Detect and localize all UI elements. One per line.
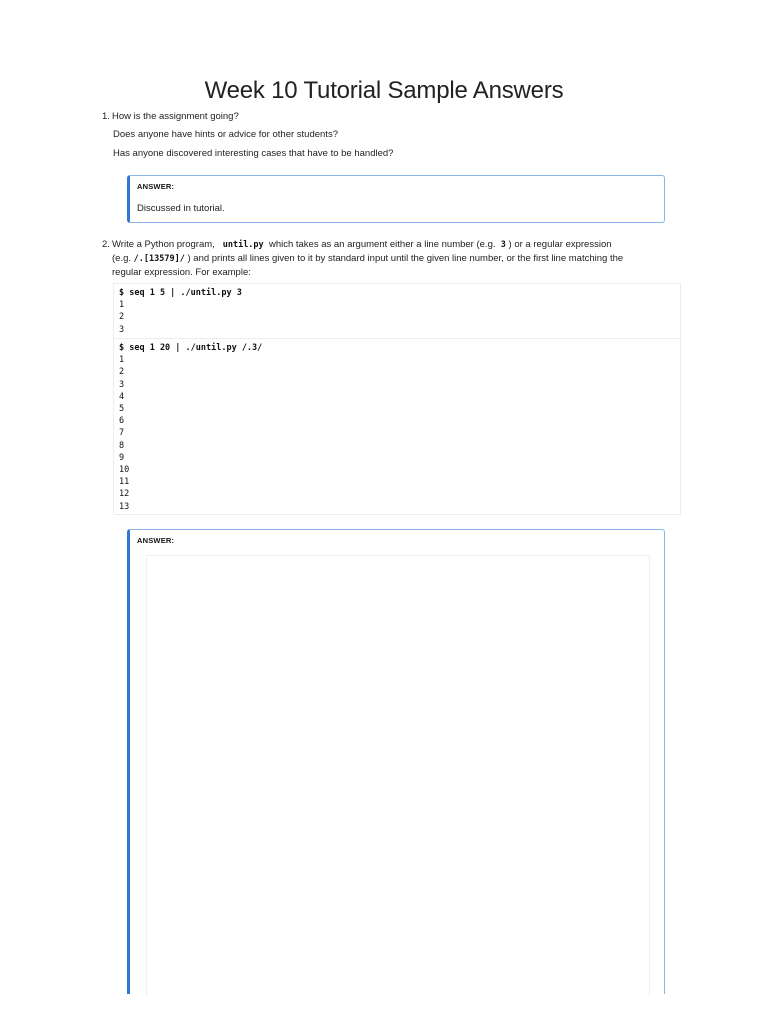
- inline-code-until-py: until.py: [222, 240, 264, 250]
- page-title: Week 10 Tutorial Sample Answers: [204, 77, 564, 104]
- code-output-line: 10: [119, 465, 130, 476]
- question-text: How is the assignment going?: [112, 111, 239, 122]
- question-text: Write a Python program, until.py which takes as an argument either a line number (e.g. 3 ) or a regular expression (e.g. /.[13579]/ ) and prints all lines given to it by standard input until the given line number, or the first line matching the regular expression. For example:: [112, 239, 624, 278]
- answer-code-area: [146, 555, 650, 996]
- inline-code-3: 3: [500, 240, 506, 250]
- question-number: 1.: [102, 111, 110, 122]
- inline-code-regex: /.[13579]/: [133, 254, 185, 264]
- question-1: [102, 110, 239, 124]
- answer-box-1: [127, 175, 665, 223]
- question-number: 2.: [102, 239, 110, 250]
- code-output-line: 9: [119, 452, 125, 463]
- code-command: $ seq 1 20 | ./until.py /.3/: [119, 343, 263, 353]
- question-2: [102, 238, 692, 280]
- code-example-1: [113, 283, 681, 339]
- code-output-line: 1: [119, 355, 125, 366]
- answer-label: ANSWER:: [137, 182, 175, 191]
- code-output-line: 5: [119, 404, 125, 415]
- code-output-line: 8: [119, 440, 125, 451]
- code-command: $ seq 1 5 | ./until.py 3: [119, 288, 242, 298]
- code-output-line: 6: [119, 416, 125, 427]
- question-1-line-3: Has anyone discovered interesting cases that have to be handled?: [113, 148, 394, 159]
- code-output-line: 13: [119, 501, 130, 512]
- code-output-line: 2: [119, 312, 125, 323]
- code-output-line: 12: [119, 489, 130, 500]
- question-1-line-2: Does anyone have hints or advice for other students?: [113, 129, 338, 140]
- code-output-line: 11: [119, 477, 130, 488]
- code-output-line: 7: [119, 428, 125, 439]
- code-example-2: [113, 339, 681, 515]
- code-output-line: 1: [119, 300, 125, 311]
- code-output-line: 4: [119, 391, 125, 402]
- code-output-line: 3: [119, 324, 125, 335]
- code-output-line: 3: [119, 379, 125, 390]
- answer-label: ANSWER:: [137, 536, 175, 545]
- answer-box-2: [127, 529, 665, 994]
- code-output-line: 2: [119, 367, 125, 378]
- answer-text: Discussed in tutorial.: [137, 203, 225, 214]
